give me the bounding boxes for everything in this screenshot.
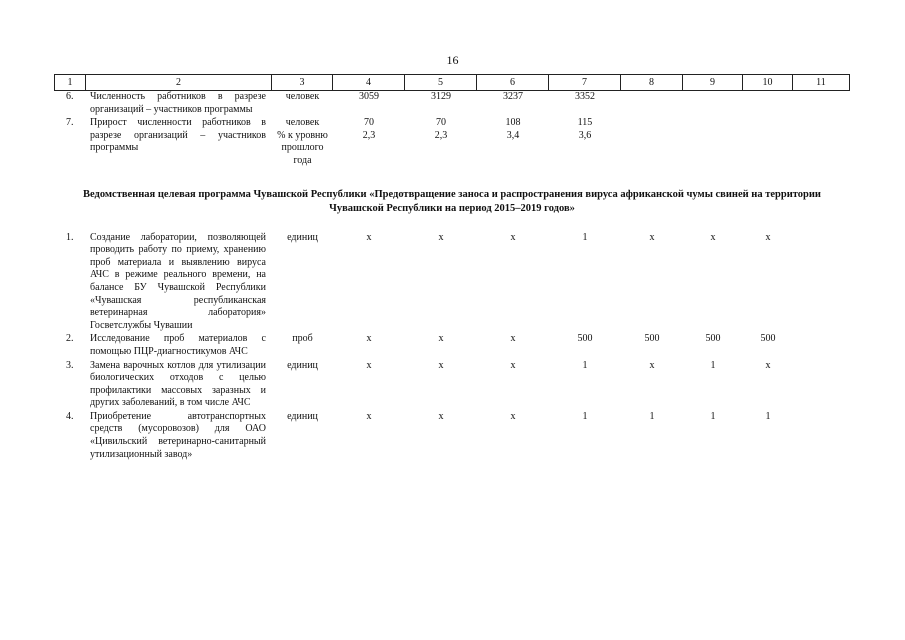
table-row — [54, 232, 850, 333]
value-cell: х — [649, 231, 655, 243]
row-number: 4. — [66, 410, 74, 422]
column-header: 1 — [54, 75, 86, 90]
value-cell: х — [765, 231, 771, 243]
indicator-name: Приобретение автотранспортных средств (мусоровозов) для ОАО «Цивильский ветеринарно-санитарный утилизационный завод» — [90, 410, 266, 460]
value-cell: 1 — [765, 410, 771, 422]
row-number: 2. — [66, 333, 74, 345]
value-cell: х — [510, 231, 516, 243]
value-cell: х — [510, 359, 516, 371]
indicator-name: Создание лаборатории, позволяющей проводить работу по приему, хранению проб материала и выявлению вируса АЧС в режиме реального времени, на балансе БУ Чувашской Республики «Чувашская республиканская ветеринарная лаборатория» Госветслужбы Чувашии — [90, 231, 266, 331]
value-cell — [743, 117, 793, 167]
value-cell: 3129 — [431, 91, 451, 102]
row-number: 6. — [66, 91, 74, 102]
column-header: 5 — [405, 75, 477, 90]
value-cell: х — [649, 359, 655, 371]
row-number: 1. — [66, 231, 74, 243]
value-cell: х — [510, 333, 516, 345]
value-cell — [793, 117, 850, 167]
value-cell — [793, 360, 850, 410]
value-cell: 500 — [577, 333, 593, 345]
row-number: 3. — [66, 359, 74, 371]
table-row — [54, 117, 850, 167]
value-cell: х — [438, 231, 444, 243]
value-cell — [743, 91, 793, 116]
indicator-table — [54, 74, 850, 462]
value-cell: х — [366, 359, 372, 371]
indicator-name: Исследование проб материалов с помощью ПЦР-диагностикумов АЧС — [90, 333, 266, 357]
value-cell — [793, 333, 850, 358]
value-cell: х — [438, 333, 444, 345]
value-cell: 3352 — [575, 91, 595, 102]
column-header: 6 — [477, 75, 549, 90]
value-cell — [621, 117, 683, 167]
unit-cell: единиц — [287, 359, 318, 371]
value-cell: 1 — [710, 359, 716, 371]
page-number: 16 — [446, 53, 459, 67]
value-cell — [683, 91, 743, 116]
table-row — [54, 360, 850, 410]
table-row — [54, 91, 850, 116]
value-cell: 1 — [582, 410, 588, 422]
column-header: 11 — [793, 75, 850, 90]
value-cell: 1 — [582, 359, 588, 371]
value-cell: х — [510, 410, 516, 422]
value-cell: х — [710, 231, 716, 243]
value-cell: х — [438, 359, 444, 371]
value-cell: 1 — [649, 410, 655, 422]
value-cell: 108 3,4 — [505, 117, 521, 141]
unit-cell: проб — [292, 333, 313, 345]
value-cell: 1 — [710, 410, 716, 422]
value-cell: 500 — [760, 333, 776, 345]
value-cell — [793, 232, 850, 333]
value-cell: 3059 — [359, 91, 379, 102]
unit-cell: человек — [285, 91, 320, 102]
table-row — [54, 333, 850, 358]
top-rows — [54, 91, 850, 168]
unit-cell: единиц — [287, 231, 318, 243]
indicator-name: Численность работников в разрезе организаций – участников программы — [90, 91, 266, 115]
column-header: 3 — [272, 75, 333, 90]
value-cell — [793, 91, 850, 116]
section-title: Ведомственная целевая программа Чувашской Республики «Предотвращение заноса и распространения вируса африканской чумы свиней на территории Чувашской Республики на период 2015–2019 годов» — [83, 188, 821, 214]
value-cell: 500 — [705, 333, 721, 345]
table-row — [54, 411, 850, 461]
indicator-name: Замена варочных котлов для утилизации биологических отходов с целью профилактики массовых заразных и других заболеваний, в том числе АЧС — [90, 359, 266, 409]
column-header: 9 — [683, 75, 743, 90]
value-cell: 70 2,3 — [362, 117, 376, 141]
value-cell: 115 3,6 — [577, 117, 593, 141]
value-cell: х — [366, 410, 372, 422]
unit-cell: человек % к уровню прошлого года — [277, 117, 328, 166]
value-cell: х — [438, 410, 444, 422]
value-cell: 3237 — [503, 91, 523, 102]
value-cell: х — [765, 359, 771, 371]
unit-cell: единиц — [287, 410, 318, 422]
value-cell: 1 — [582, 231, 588, 243]
indicator-name: Прирост численности работников в разрезе организаций – участников программы — [90, 117, 266, 154]
value-cell: 70 2,3 — [434, 117, 448, 141]
column-header: 2 — [86, 75, 272, 90]
column-header: 4 — [333, 75, 405, 90]
column-header: 10 — [743, 75, 793, 90]
value-cell — [793, 411, 850, 461]
table-header-row — [54, 74, 850, 91]
column-header: 7 — [549, 75, 621, 90]
program-rows — [54, 232, 850, 462]
value-cell — [621, 91, 683, 116]
column-header: 8 — [621, 75, 683, 90]
value-cell: х — [366, 231, 372, 243]
value-cell: х — [366, 333, 372, 345]
row-number: 7. — [66, 117, 74, 129]
value-cell: 500 — [644, 333, 660, 345]
value-cell — [683, 117, 743, 167]
